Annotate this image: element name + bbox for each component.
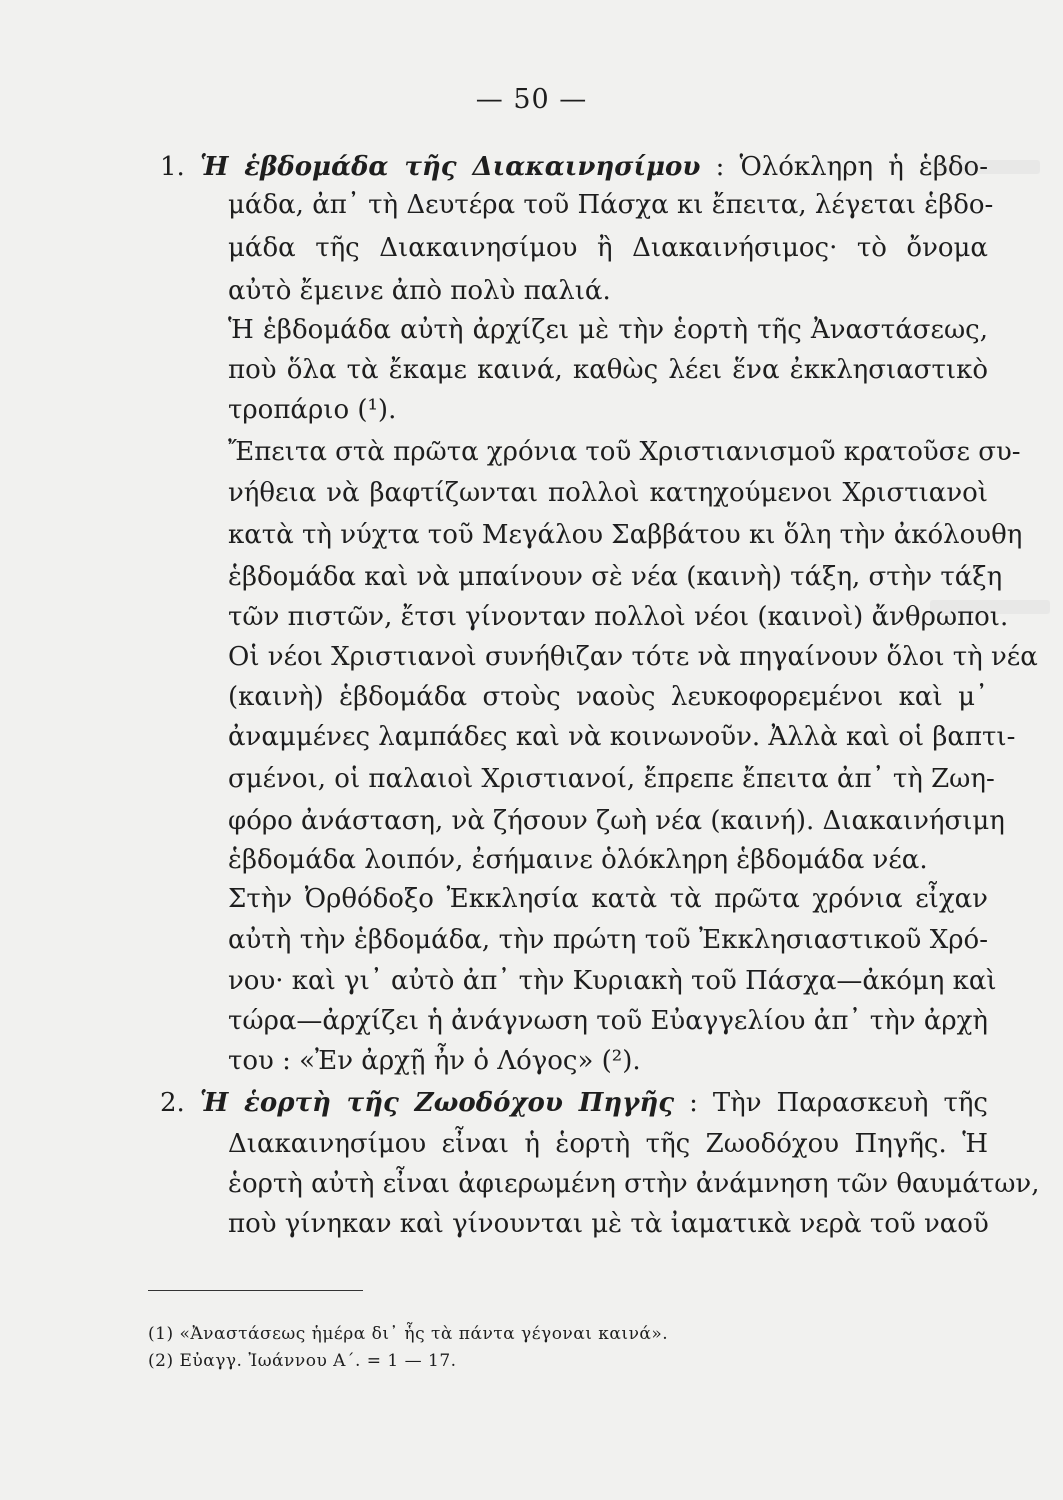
- text-line: μάδα, ἀπ᾿ τὴ Δευτέρα τοῦ Πάσχα κι ἔπειτα, λέγεται ἑβδο-: [228, 190, 994, 220]
- footnote-1: (1) «Ἀναστάσεως ἡμέρα δι᾿ ἧς τὰ πάντα γέγοναι καινά».: [148, 1324, 669, 1344]
- item-number: 1.: [160, 152, 185, 182]
- text-line: μάδα τῆς Διακαινησίμου ἢ Διακαινήσιμος· τὸ ὄνομα: [228, 233, 988, 263]
- text-line: ἑορτὴ αὐτὴ εἶναι ἀφιερωμένη στὴν ἀνάμνηση τῶν θαυμάτων,: [228, 1169, 1040, 1199]
- text-line: αὐτὸ ἔμεινε ἀπὸ πολὺ παλιά.: [228, 276, 611, 306]
- text-line: Ἡ ἑβδομάδα αὐτὴ ἀρχίζει μὲ τὴν ἑορτὴ τῆς Ἀναστάσεως,: [228, 315, 988, 345]
- text-line: : Τὴν Παρασκευὴ τῆς: [689, 1088, 988, 1118]
- text-line: (καινὴ) ἑβδομάδα στοὺς ναοὺς λευκοφορεμένοι καὶ μ᾿: [228, 682, 988, 712]
- text-line: Στὴν Ὀρθόδοξο Ἐκκλησία κατὰ τὰ πρῶτα χρόνια εἶχαν: [228, 884, 988, 914]
- item-number: 2.: [160, 1088, 185, 1118]
- footnote-rule: [148, 1290, 363, 1291]
- item-2-heading-line: [160, 1086, 988, 1120]
- text-line: ἀναμμένες λαμπάδες καὶ νὰ κοινωνοῦν. Ἀλλὰ καὶ οἱ βαπτι-: [228, 722, 1016, 752]
- page-number: — 50 —: [475, 84, 588, 115]
- text-line: Οἱ νέοι Χριστιανοὶ συνήθιζαν τότε νὰ πηγαίνουν ὅλοι τὴ νέα: [228, 642, 1038, 672]
- text-line: : Ὁλόκληρη ἡ ἑβδο-: [715, 152, 988, 182]
- text-line: νου· καὶ γι᾿ αὐτὸ ἀπ᾿ τὴν Κυριακὴ τοῦ Πάσχα—ἀκόμη καὶ: [228, 966, 997, 996]
- item-title: Ἡ ἑβδομάδα τῆς Διακαινησίμου: [199, 152, 701, 182]
- text-line: ἑβδομάδα λοιπόν, ἐσήμαινε ὁλόκληρη ἑβδομάδα νέα.: [228, 845, 928, 875]
- text-line: ἑβδομάδα καὶ νὰ μπαίνουν σὲ νέα (καινὴ) τάξη, στὴν τάξη: [228, 562, 1003, 592]
- text-line: κατὰ τὴ νύχτα τοῦ Μεγάλου Σαββάτου κι ὅλη τὴν ἀκόλουθη: [228, 520, 1023, 550]
- footnote-2: (2) Εὐαγγ. Ἰωάννου Α΄. = 1 — 17.: [148, 1351, 457, 1371]
- item-title: Ἡ ἑορτὴ τῆς Ζωοδόχου Πηγῆς: [199, 1088, 675, 1118]
- text-line: νήθεια νὰ βαφτίζωνται πολλοὶ κατηχούμενοι Χριστιανοὶ: [228, 478, 988, 508]
- item-1-heading-line: [160, 150, 988, 184]
- text-line: φόρο ἀνάσταση, νὰ ζήσουν ζωὴ νέα (καινή). Διακαινήσιμη: [228, 806, 1005, 836]
- text-line: ποὺ γίνηκαν καὶ γίνουνται μὲ τὰ ἰαματικὰ νερὰ τοῦ ναοῦ: [228, 1209, 989, 1239]
- text-line: αὐτὴ τὴν ἑβδομάδα, τὴν πρώτη τοῦ Ἐκκλησιαστικοῦ Χρό-: [228, 925, 988, 955]
- text-line: Διακαινησίμου εἶναι ἡ ἑορτὴ τῆς Ζωοδόχου Πηγῆς. Ἡ: [228, 1129, 988, 1159]
- text-line: Ἔπειτα στὰ πρῶτα χρόνια τοῦ Χριστιανισμοῦ κρατοῦσε συ-: [228, 437, 1021, 467]
- text-line: σμένοι, οἱ παλαιοὶ Χριστιανοί, ἔπρεπε ἔπειτα ἀπ᾿ τὴ Ζωη-: [228, 764, 995, 794]
- text-line: τώρα—ἀρχίζει ἡ ἀνάγνωση τοῦ Εὐαγγελίου ἀπ᾿ τὴν ἀρχὴ: [228, 1006, 988, 1036]
- text-line: ποὺ ὅλα τὰ ἔκαμε καινά, καθὼς λέει ἕνα ἐκκλησιαστικὸ: [228, 355, 988, 385]
- text-line: τροπάριο (¹).: [228, 395, 397, 425]
- text-line: του : «Ἐν ἀρχῇ ἦν ὁ Λόγος» (²).: [228, 1046, 641, 1076]
- text-line: τῶν πιστῶν, ἔτσι γίνονταν πολλοὶ νέοι (καινοὶ) ἄνθρωποι.: [228, 602, 1009, 632]
